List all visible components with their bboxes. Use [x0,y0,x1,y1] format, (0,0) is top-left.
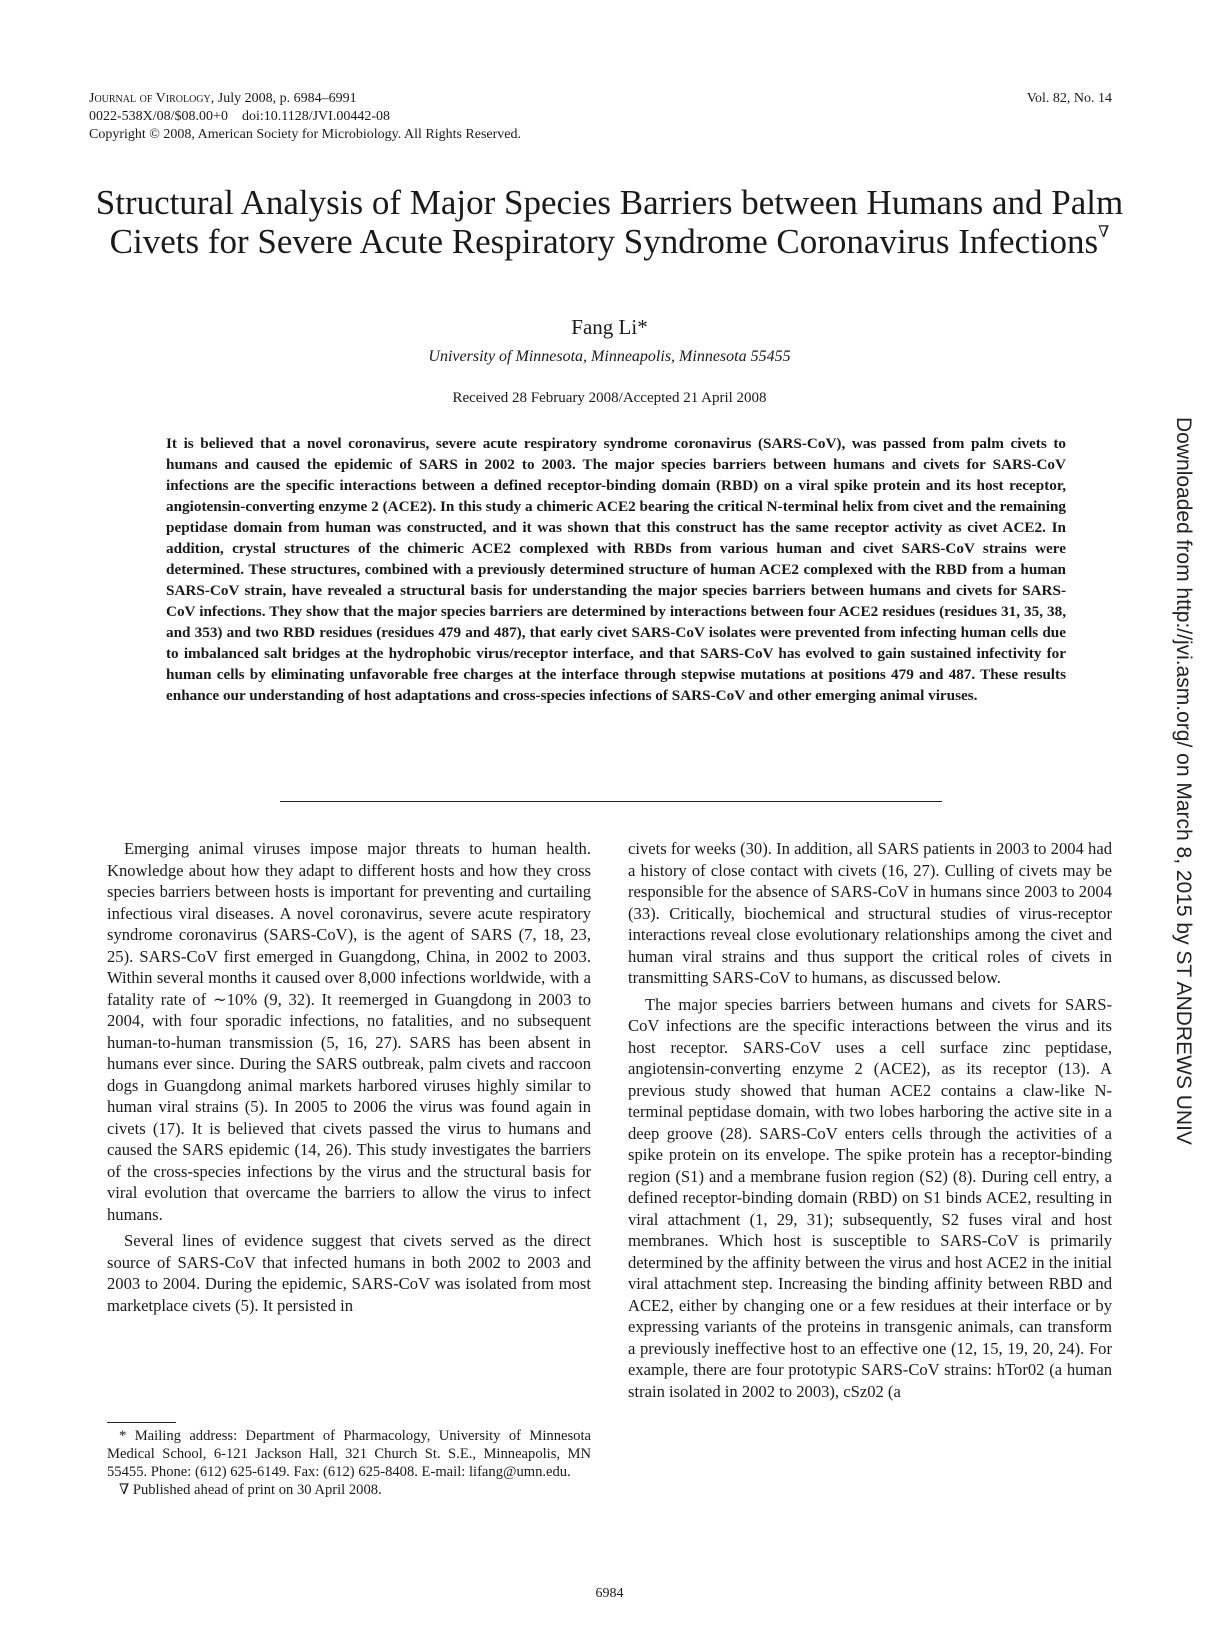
volume-issue: Vol. 82, No. 14 [1026,91,1112,106]
issue-date-pages: , July 2008, p. 6984–6991 [210,91,357,106]
footnote-mailing-address: * Mailing address: Department of Pharmacology, University of Minnesota Medical School, 6-121 Jackson Hall, 321 Church St. S.E., Minneapolis, MN 55455. Phone: (612) 625-6149. Fax: (612) 625-8408. E-mail: lifang@umn.edu. [107,1428,591,1480]
footnote-published-ahead: ∇ Published ahead of print on 30 April 2008. [119,1482,382,1498]
body-paragraph: Emerging animal viruses impose major threats to human health. Knowledge about how they adapt to different hosts and how they cross species barriers between hosts is important for preventing and curtailing infectious viral diseases. A novel coronavirus, severe acute respiratory syndrome coronavirus (SARS-CoV), is the agent of SARS (7, 18, 23, 25). SARS-CoV first emerged in Guangdong, China, in 2002 to 2003. Within several months it caused over 8,000 infections worldwide, with a fatality rate of ∼10% (9, 32). It reemerged in Guangdong in 2003 to 2004, with four sporadic infections, no fatalities, and no subsequent human-to-human transmission (5, 16, 27). SARS has been absent in humans ever since. During the SARS outbreak, palm civets and raccoon dogs in Guangdong animal markets harbored viruses highly similar to human viral strains (5). In 2005 to 2006 the virus was found again in civets (17). It is believed that civets passed the virus to humans and caused the SARS epidemic (14, 26). This study investigates the barriers of the cross-species infections by the virus and the structural basis for viral evolution that overcame the barriers to allow the virus to infect humans. [107,839,591,1224]
author-name: Fang Li* [571,315,648,339]
author-affiliation: University of Minnesota, Minneapolis, Minnesota 55455 [428,348,791,365]
article-title-text: Structural Analysis of Major Species Barriers between Humans and Palm Civets for Severe Acute Respiratory Syndrome Coronavirus Infections [95,183,1124,261]
received-accepted-dates: Received 28 February 2008/Accepted 21 April 2008 [452,390,767,406]
article-title [80,183,1139,261]
citation-line [89,90,521,108]
body-column-left [107,838,591,1321]
journal-name: Journal of Virology [89,91,211,106]
footnote-divider [107,1422,176,1423]
running-header [89,90,521,144]
body-column-right [628,838,1112,1407]
abstract: It is believed that a novel coronavirus, severe acute respiratory syndrome coronavirus (SARS-CoV), was passed from palm civets to humans and caused the epidemic of SARS in 2002 to 2003. The major species barriers between humans and civets for SARS-CoV infections are the specific interactions between a defined receptor-binding domain (RBD) on a viral spike protein and its host receptor, angiotensin-converting enzyme 2 (ACE2). In this study a chimeric ACE2 bearing the critical N-terminal helix from civet and the remaining peptidase domain from human was constructed, and it was shown that this construct has the same receptor activity as civet ACE2. In addition, crystal structures of the chimeric ACE2 complexed with RBDs from various human and civet SARS-CoV strains were determined. These structures, combined with a previously determined structure of human ACE2 complexed with the RBD from a human SARS-CoV strain, have revealed a structural basis for understanding the major species barriers between humans and civets for SARS-CoV infections. They show that the major species barriers are determined by interactions between four ACE2 residues (residues 31, 35, 38, and 353) and two RBD residues (residues 479 and 487), that early civet SARS-CoV isolates were prevented from infecting human cells due to imbalanced salt bridges at the hydrophobic virus/receptor interface, and that SARS-CoV has evolved to gain sustained infectivity for human cells by eliminating unfavorable free charges at the interface through stepwise mutations at positions 479 and 487. These results enhance our understanding of host adaptations and cross-species infections of SARS-CoV and other emerging animal viruses. [166,435,1066,704]
body-paragraph: Several lines of evidence suggest that civets served as the direct source of SARS-CoV that infected humans in both 2002 to 2003 and 2003 to 2004. During the epidemic, SARS-CoV was isolated from most marketplace civets (5). It persisted in [107,1231,591,1315]
issn-doi-line: 0022-538X/08/$08.00+0 doi:10.1128/JVI.00442-08 [89,109,390,124]
page-number: 6984 [595,1586,624,1601]
body-paragraph: civets for weeks (30). In addition, all SARS patients in 2003 to 2004 had a history of close contact with civets (16, 27). Culling of civets may be responsible for the absence of SARS-CoV in humans since 2003 to 2004 (33). Critically, biochemical and structural studies of virus-receptor interactions reveal close evolutionary relationships among the civet and human viral strains and thus support the critical roles of civets in transmitting SARS-CoV to humans, as discussed below. [628,839,1112,987]
abstract-divider [280,801,942,802]
body-paragraph: The major species barriers between humans and civets for SARS-CoV infections are the specific interactions between the virus and its host receptor. SARS-CoV uses a cell surface zinc peptidase, angiotensin-converting enzyme 2 (ACE2), as its receptor (13). A previous study showed that human ACE2 contains a claw-like N-terminal peptidase domain, with two lobes harboring the active site in a deep groove (28). SARS-CoV enters cells through the activities of a spike protein on its envelope. The spike protein has a receptor-binding region (S1) and a membrane fusion region (S2) (8). During cell entry, a defined receptor-binding domain (RBD) on S1 binds ACE2, resulting in viral attachment (1, 29, 31); subsequently, S2 fuses viral and host membranes. Which host is susceptible to SARS-CoV is primarily determined by the affinity between the virus and host ACE2 in the initial viral attachment step. Increasing the binding affinity between RBD and ACE2, either by changing one or a few residues at their interface or by expressing variants of the proteins in transgenic animals, can transform a previously ineffective host to an effective one (12, 15, 19, 20, 24). For example, there are four prototypic SARS-CoV strains: hTor02 (a human strain isolated in 2002 to 2003), cSz02 (a [628,994,1112,1401]
copyright-line: Copyright © 2008, American Society for Microbiology. All Rights Reserved. [89,127,522,142]
footnotes [107,1427,591,1499]
download-watermark: Downloaded from http://jvi.asm.org/ on March 8, 2015 by ST ANDREWS UNIV [1172,417,1195,1145]
epub-mark: ∇ [1098,224,1110,241]
